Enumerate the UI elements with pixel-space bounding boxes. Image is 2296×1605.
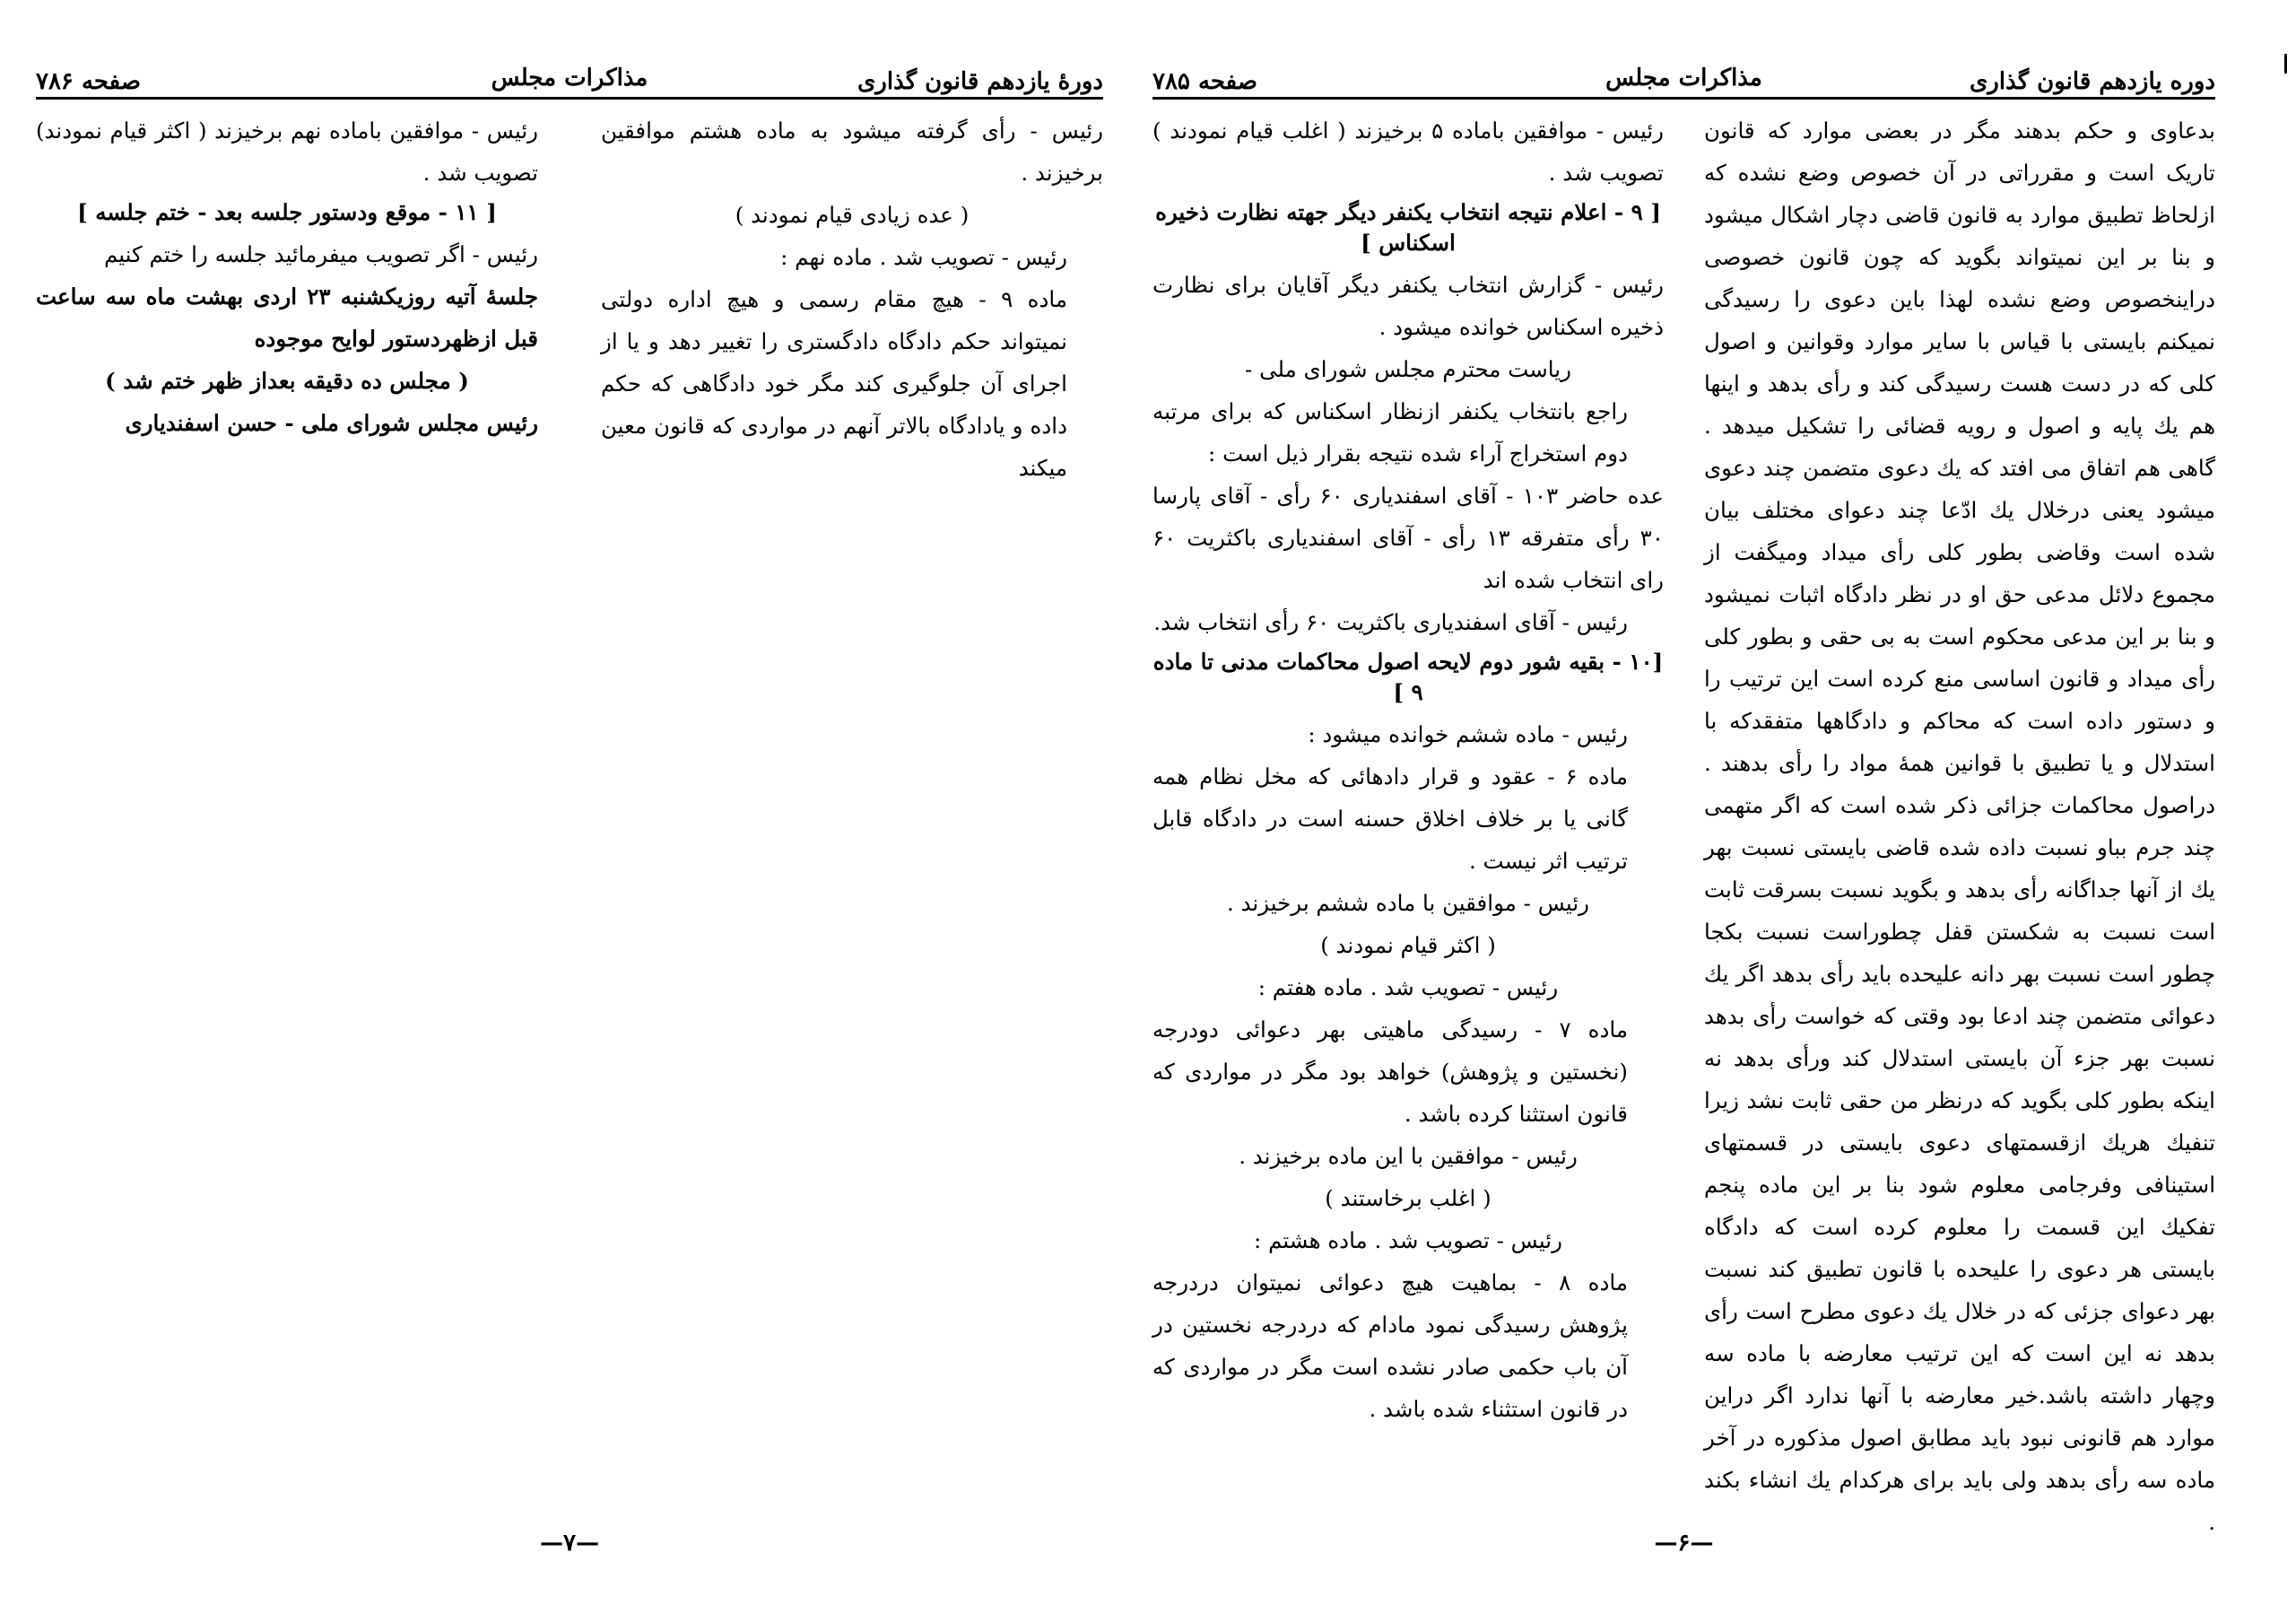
- paragraph: رئیس - رأی گرفته میشود به ماده هشتم موافقین برخیزند .: [601, 118, 1103, 186]
- section-heading: [۱۰ - بقیه شور دوم لایحه اصول محاکمات مدنی تا ماده ۹ ]: [1152, 649, 1664, 705]
- paragraph: جلسهٔ آتیه روزیکشنبه ۲۳ اردی بهشت ماه سه ساعت قبل ازظهردستور لوایح موجوده: [36, 283, 538, 352]
- right-page: [1152, 0, 2215, 1605]
- paragraph: ماده ۸ - بماهیت هیچ دعوائی نمیتوان دردرجه پژوهش رسیدگی نمود مادام که دردرجه نخستین در آن باب حکمی صادر نشده است مگر در مواردی که در قانون استثناء شده باشد .: [1152, 1269, 1629, 1422]
- page-header: [36, 54, 1103, 95]
- header-page-label: صفحه ۷۸۶: [36, 68, 141, 95]
- paragraph: رئیس - آقای اسفندیاری باکثریت ۶۰ رأی انتخاب شد.: [1153, 609, 1628, 635]
- header-rule: [1152, 97, 2215, 100]
- page-edge-mark: [2284, 54, 2287, 74]
- text-column-left: [36, 109, 538, 444]
- paragraph: بدعاوی و حکم بدهند مگر در بعضی موارد که قانون تاریک است و مقرراتی در آن خصوص وضع نشده که ازلحاظ تطبیق موارد به قانون قاضی دچار اشکال میشود و بنا بر این نمیتواند بگوید که چون قانون خصوصی دراینخصوص وضع نشده لهذا باین دعوی را رسیدگی نمیکنم بایستی با قیاس با سایر موارد وقوانین و اصول کلی که در دست هست رسیدگی کند و رأی بدهد و اینها هم یك پایه و اصول و رویه قضائی را تشکیل میدهد . گاهی هم اتفاق می افتد که یك دعوی متضمن چند دعوی میشود یعنی درخلال یك ادّعا چند دعوای مختلف بیان شده است وقاضی بطور کلی رأی میداد ومیگفت از مجموع دلائل مدعی حق او در نظر دادگاه اثبات نمیشود و بنا بر این مدعی محکوم است به بی حقی و بطور کلی رأی میداد و قانون اساسی منع کرده است این ترتیب را و دستور داده است که محاکم و دادگاهها متفقدکه با استدلال و یا تطبیق با قوانین همهٔ مواد را رأی بدهند . دراصول محاکمات جزائی ذکر شده است که اگر متهمی چند جرم بباو نسبت داده شده قاضی بایستی نسبت بهر یك از آنها جداگانه رأی بدهد و بگوید نسبت بسرقت ثابت است نسبت به شکستن قفل چطوراست نسبت بکجا چطور است نسبت بهر دانه علیحده باید رأی بدهد اگر یك دعوائی متضمن چند ادعا بود وقتی که خواست رأی بدهد نسبت بهر جزء آن بایستی استدلال کند ورأی بدهد نه اینکه بطور کلی بگوید که درنظر من حقی ثابت نشد زیرا تنفیك هریك ازقسمتهای دعوی بایستی در قسمتهای استینافی وفرجامی معلوم شود بنا بر این ماده پنجم تفکیك این قسمت را معلوم کرده است که دادگاه بایستی هر دعوی را علیحده با قانون تطبیق کند نسبت بهر دعوای جزئی که در خلال یك دعوی مطرح است رأی بدهد نه این است که این ترتیب معارضه با ماده سه وچهار داشته باشد.خیر معارضه با آنها ندارد اگر دراین موارد هم قانونی نبود باید مطابق اصول مذکوره در آخر ماده سه رأی بدهد ولی باید برای هرکدام یك انشاء بکند .: [1704, 118, 2215, 1535]
- paragraph: رئیس - موافقین با این ماده برخیزند .: [1239, 1143, 1578, 1169]
- header-rule: [36, 97, 1103, 100]
- paragraph: رئیس - اگر تصویب میفرمائید جلسه را ختم کنیم: [103, 241, 538, 267]
- left-page: [36, 0, 1103, 1605]
- header-session: دوره یازدهم قانون گذاری: [1969, 68, 2215, 95]
- paragraph: ( اغلب برخاستند ): [1325, 1185, 1492, 1211]
- paragraph: عده حاضر ۱۰۳ - آقای اسفندیاری ۶۰ رأی - آقای پارسا ۳۰ رأی متفرقه ۱۳ رأی - آقای اسفندیاری باکثریت ۶۰ رای انتخاب شده اند: [1152, 483, 1664, 593]
- paragraph: ماده ۶ - عقود و قرار دادهائی که مخل نظام همه گانی یا بر خلاف اخلاق حسنه است در دادگاه قابل ترتیب اثر نیست .: [1152, 763, 1628, 874]
- paragraph: رئیس - تصویب شد . ماده نهم :: [780, 244, 1067, 270]
- text-column-left: [1152, 109, 1664, 1430]
- header-title: مذاکرات مجلس: [491, 65, 648, 92]
- paragraph: ریاست محترم مجلس شورای ملی -: [1245, 356, 1571, 382]
- paragraph: ( اکثر قیام نمودند ): [1320, 932, 1496, 958]
- page-number: —۷—: [540, 1530, 599, 1557]
- text-column-right: [601, 109, 1103, 489]
- paragraph: راجع بانتخاب یکنفر ازنظار اسکناس که برای مرتبه دوم استخراج آراء شده نتیجه بقرار ذیل است :: [1152, 398, 1628, 467]
- paragraph: ( عده زیادی قیام نمودند ): [735, 202, 970, 228]
- signature-line: رئیس مجلس شورای ملی - حسن اسفندیاری: [125, 410, 538, 436]
- paragraph: رئیس - تصویب شد . ماده هفتم :: [1257, 974, 1559, 1000]
- paragraph: رئیس - گزارش انتخاب یکنفر دیگر آقایان برای نظارت ذخیره اسکناس خوانده میشود .: [1152, 272, 1664, 340]
- paragraph: ( مجلس ده دقیقه بعداز ظهر ختم شد ): [105, 368, 469, 394]
- header-page-label: صفحه ۷۸۵: [1152, 68, 1257, 95]
- paragraph: رئیس - موافقین باماده ۵ برخیزند ( اغلب قیام نمودند ) تصویب شد .: [1152, 118, 1665, 186]
- page-number: —۶—: [1654, 1530, 1714, 1557]
- page-header: [1152, 54, 2215, 95]
- header-title: مذاکرات مجلس: [1605, 65, 1762, 92]
- header-session: دورهٔ یازدهم قانون گذاری: [857, 68, 1103, 95]
- paragraph: ماده ۷ - رسیدگی ماهیتی بهر دعوائی دودرجه (نخستین و پژوهش) خواهد بود مگر در مواردی که قانون استثنا کرده باشد .: [1152, 1016, 1628, 1127]
- text-column-right: [1704, 109, 2215, 1543]
- paragraph: رئیس - موافقین با ماده ششم برخیزند .: [1227, 890, 1589, 916]
- paragraph: رئیس - موافقین باماده نهم برخیزند ( اکثر قیام نمودند) تصویب شد .: [36, 118, 538, 186]
- paragraph: ماده ۹ - هیچ مقام رسمی و هیچ اداره دولتی نمیتواند حکم دادگاه دادگستری را تغییر دهد و یا از اجرای آن جلوگیری کند مگر خود دادگاهی که حکم داده و یادادگاه بالاتر آنهم در مواردی که قانون معین میکند: [601, 286, 1067, 481]
- section-heading: [ ۹ - اعلام نتیجه انتخاب یکنفر دیگر جهته نظارت ذخیره اسکناس ]: [1155, 199, 1661, 256]
- paragraph: رئیس - ماده ششم خوانده میشود :: [1308, 721, 1628, 747]
- section-heading: [ ۱۱ - موقع ودستور جلسه بعد - ختم جلسه ]: [77, 199, 497, 225]
- paragraph: رئیس - تصویب شد . ماده هشتم :: [1254, 1227, 1562, 1253]
